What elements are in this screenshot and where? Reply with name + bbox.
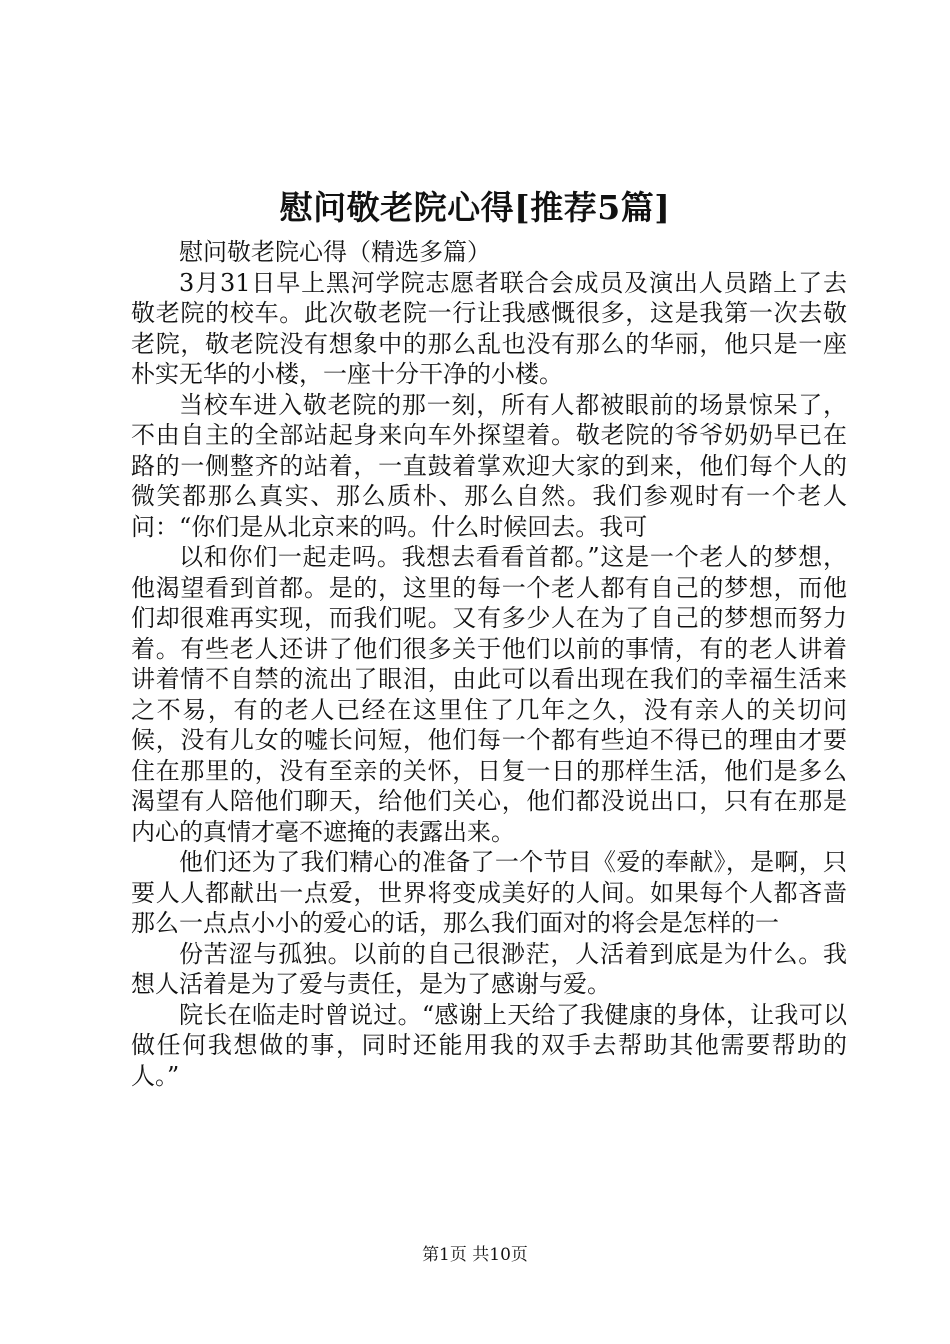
- paragraph-1: 3月31日早上黑河学院志愿者联合会成员及演出人员踏上了去敬老院的校车。此次敬老院一行让我感慨很多，这是我第一次去敬老院，敬老院没有想象中的那么乱也没有那么的华丽，他只是一座朴实无华的小楼，一座十分干净的小楼。: [131, 268, 847, 388]
- document-subtitle: 慰问敬老院心得（精选多篇）: [179, 238, 491, 266]
- paragraph-5: 份苦涩与孤独。以前的自己很渺茫，人活着到底是为什么。我想人活着是为了爱与责任，是为了感谢与爱。: [131, 939, 847, 998]
- document-title: 慰问敬老院心得[推荐5篇]: [279, 188, 671, 227]
- paragraph-4: 他们还为了我们精心的准备了一个节目《爱的奉献》，是啊，只要人人都献出一点爱，世界将变成美好的人间。如果每个人都吝啬那么一点点小小的爱心的话，那么我们面对的将会是怎样的一: [131, 848, 847, 937]
- page-number-footer: 第1页 共10页: [422, 1245, 528, 1265]
- paragraph-2: 当校车进入敬老院的那一刻，所有人都被眼前的场景惊呆了，不由自主的全部站起身来向车外探望着。敬老院的爷爷奶奶早已在路的一侧整齐的站着，一直鼓着掌欢迎大家的到来，他们每个人的微笑都那么真实、那么质朴、那么自然。我们参观时有一个老人问：“你们是从北京来的吗。什么时候回去。我可: [131, 390, 847, 541]
- document-body: [131, 237, 847, 1091]
- paragraph-6: 院长在临走时曾说过。“感谢上天给了我健康的身体，让我可以做任何我想做的事，同时还能用我的双手去帮助其他需要帮助的人。”: [131, 1000, 847, 1090]
- paragraph-3: 以和你们一起走吗。我想去看看首都。”这是一个老人的梦想，他渴望看到首都。是的，这里的每一个老人都有自己的梦想，而他们却很难再实现，而我们呢。又有多少人在为了自己的梦想而努力着。有些老人还讲了他们很多关于他们以前的事情，有的老人讲着讲着情不自禁的流出了眼泪，由此可以看出现在我们的幸福生活来之不易，有的老人已经在这里住了几年之久，没有亲人的关切问候，没有儿女的嘘长问短，他们每一个都有些迫不得已的理由才要住在那里的，没有至亲的关怀，日复一日的那样生活，他们是多么渴望有人陪他们聊天，给他们关心，他们都没说出口，只有在那是内心的真情才毫不遮掩的表露出来。: [131, 543, 847, 846]
